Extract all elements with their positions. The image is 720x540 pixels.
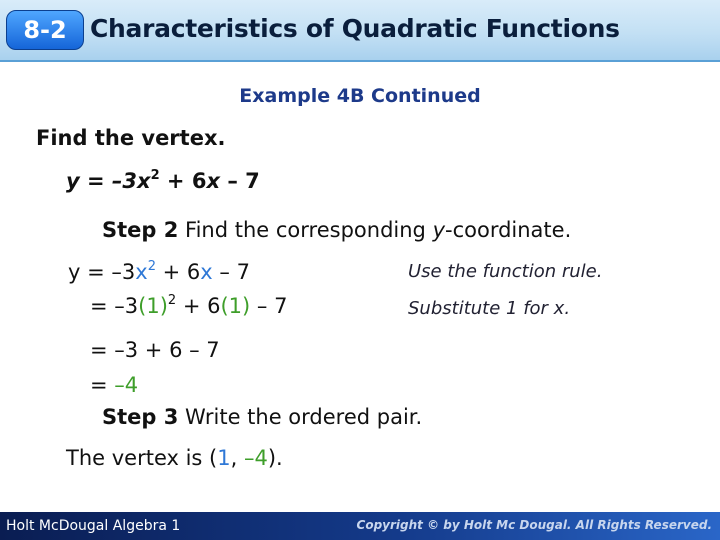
work-note-2 — [408, 298, 570, 319]
header-bar — [0, 0, 720, 62]
vertex-statement — [66, 446, 283, 470]
vertex-text: , — [230, 446, 244, 470]
step2-text: -coordinate. — [445, 218, 572, 242]
work-substitution: (1) — [138, 294, 168, 318]
work-part: – 7 — [212, 260, 250, 284]
equation — [66, 168, 260, 193]
work-part: + 6 — [155, 260, 201, 284]
equation-exponent: 2 — [150, 168, 160, 183]
equation-var: x — [137, 169, 151, 193]
work-line-2 — [90, 293, 287, 318]
vertex-text: ). — [267, 446, 283, 470]
step2-var: y — [432, 218, 445, 242]
equation-part: – 7 — [220, 169, 260, 193]
vertex-x: 1 — [217, 446, 231, 470]
work-part: + 6 — [176, 294, 221, 318]
note-text: . — [564, 298, 571, 319]
step3-label: Step 3 — [102, 405, 179, 429]
work-line-3: = –3 + 6 – 7 — [90, 338, 220, 362]
step2-text: Find the corresponding — [178, 218, 433, 242]
step2-label: Step 2 — [102, 218, 179, 242]
footer-copyright: Copyright © by Holt Mc Dougal. All Rights Reserved. — [356, 518, 712, 532]
equation-var: x — [206, 169, 221, 193]
work-part: = –3 — [90, 294, 139, 318]
work-part: y = –3 — [68, 260, 136, 284]
work-line-1 — [68, 259, 250, 284]
vertex-y: –4 — [243, 446, 268, 470]
work-line-4 — [90, 373, 138, 397]
step3-text: Write the ordered pair. — [178, 405, 423, 429]
page-title: Characteristics of Quadratic Functions — [90, 14, 620, 43]
note-text: Substitute 1 for — [408, 298, 554, 319]
work-var: x — [135, 260, 148, 284]
work-var: x — [200, 260, 213, 284]
work-exponent: 2 — [147, 259, 156, 274]
work-substitution: (1) — [220, 294, 251, 318]
work-part: = — [90, 373, 115, 397]
work-result: –4 — [114, 373, 139, 397]
footer-bar — [0, 512, 720, 540]
work-exponent: 2 — [167, 293, 177, 308]
equation-part: y = –3 — [66, 169, 138, 193]
prompt-text: Find the vertex. — [36, 126, 226, 150]
work-note-1: Use the function rule. — [408, 261, 603, 282]
note-var: x — [553, 298, 565, 319]
vertex-text: The vertex is ( — [66, 446, 218, 470]
work-part: – 7 — [250, 294, 288, 318]
lesson-badge: 8-2 — [6, 10, 84, 50]
equation-part: + 6 — [159, 169, 207, 193]
footer-course: Holt McDougal Algebra 1 — [6, 518, 181, 534]
step2-line — [102, 218, 571, 242]
step3-line — [102, 405, 422, 429]
example-subtitle: Example 4B Continued — [239, 85, 481, 107]
